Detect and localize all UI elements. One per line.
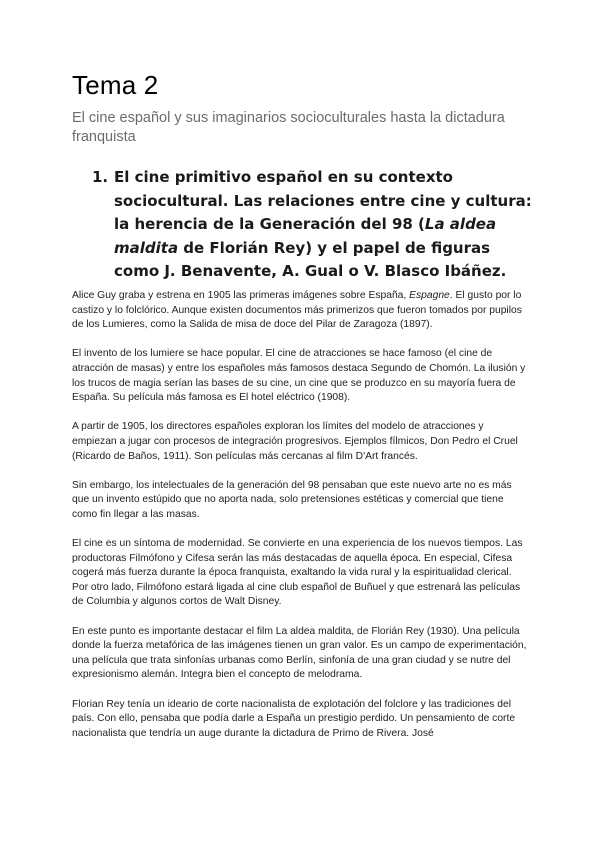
heading-text-part-b: de Florián Rey) y el papel de figuras como J. Benavente, A. Gual o V. Blasco Ibáñez. xyxy=(114,238,507,281)
paragraph-1-part-a: Alice Guy graba y estrena en 1905 las primeras imágenes sobre España, xyxy=(72,290,410,301)
section-heading xyxy=(92,166,532,284)
paragraph-3: A partir de 1905, los directores españoles exploran los límites del modelo de atracciones y empiezan a jugar con procesos de integración progresivos. Ejemplos fílmicos, Don Pedro el Cruel (Ricardo de Baños, 1911). Son películas más cercanas al film D'Art francés. xyxy=(72,421,518,462)
page-subtitle: El cine español y sus imaginarios socioculturales hasta la dictadura franquista xyxy=(72,110,505,145)
section-number: 1. xyxy=(92,168,109,186)
body-text xyxy=(72,289,530,756)
paragraph-5: El cine es un síntoma de modernidad. Se convierte en una experiencia de los nuevos tiempos. Las productoras Filmófono y Cifesa serán las más destacadas de aquella época. En especial, Cifesa cogerá más fuerza durante la época franquista, exaltando la vida rural y la espiritualidad clerical. Por otro lado, Filmófono estará ligada al cine club español de Buñuel y que estrenará las películas de Columbia y algunos cortos de Walt Disney. xyxy=(72,538,523,608)
paragraph-6: En este punto es importante destacar el film La aldea maldita, de Florián Rey (1930). Una película donde la fuerza metafórica de las imágenes tienen un gran valor. Es un campo de experimentación, una película que trata sinfonías urbanas como Berlín, sinfonía de una gran ciudad y se nutre del expresionismo alemán. Integra bien el concepto de melodrama. xyxy=(72,625,527,681)
section-heading-text xyxy=(114,166,532,284)
paragraph-2: El invento de los lumiere se hace popular. El cine de atracciones se hace famoso (el cine de atracción de masas) y entre los españoles más famosos destaca Segundo de Chomón. La ilusión y los trucos de magia serían las bases de su cine, un cine que se produzco en su mayoría fuera de España. Su película más famosa es El hotel eléctrico (1908). xyxy=(72,348,526,404)
paragraph-4: Sin embargo, los intelectuales de la generación del 98 pensaban que este nuevo arte no es más que un invento estúpido que no aporta nada, solo pretensiones estéticas y comercial que tiene como fin llegar a las masas. xyxy=(72,479,512,520)
heading-text-part-a: El cine primitivo español en su contexto sociocultural. Las relaciones entre cine y cultura: la herencia de la Generación del 98 ( xyxy=(114,168,532,234)
paragraph-1-part-b: . El gusto por lo castizo y lo folclórico. Aunque existen documentos más primerizos que fueron tomados por pupilos de los Lumieres, como la Salida de misa de doce del Pilar de Zaragoza (1897). xyxy=(72,290,522,331)
paragraph-1 xyxy=(72,289,530,333)
page-title: Tema 2 xyxy=(72,70,159,100)
heading-film-title: La aldea maldita xyxy=(114,215,497,257)
paragraph-1-film-title: Espagne xyxy=(409,290,450,301)
paragraph-7: Florian Rey tenía un ideario de corte nacionalista de explotación del folclore y las tradiciones del país. Con ello, pensaba que podía darle a España un prestigio perdido. Un pensamiento de corte nacionalista que tendría un auge durante la dictadura de Primo de Rivera. José xyxy=(72,698,516,739)
